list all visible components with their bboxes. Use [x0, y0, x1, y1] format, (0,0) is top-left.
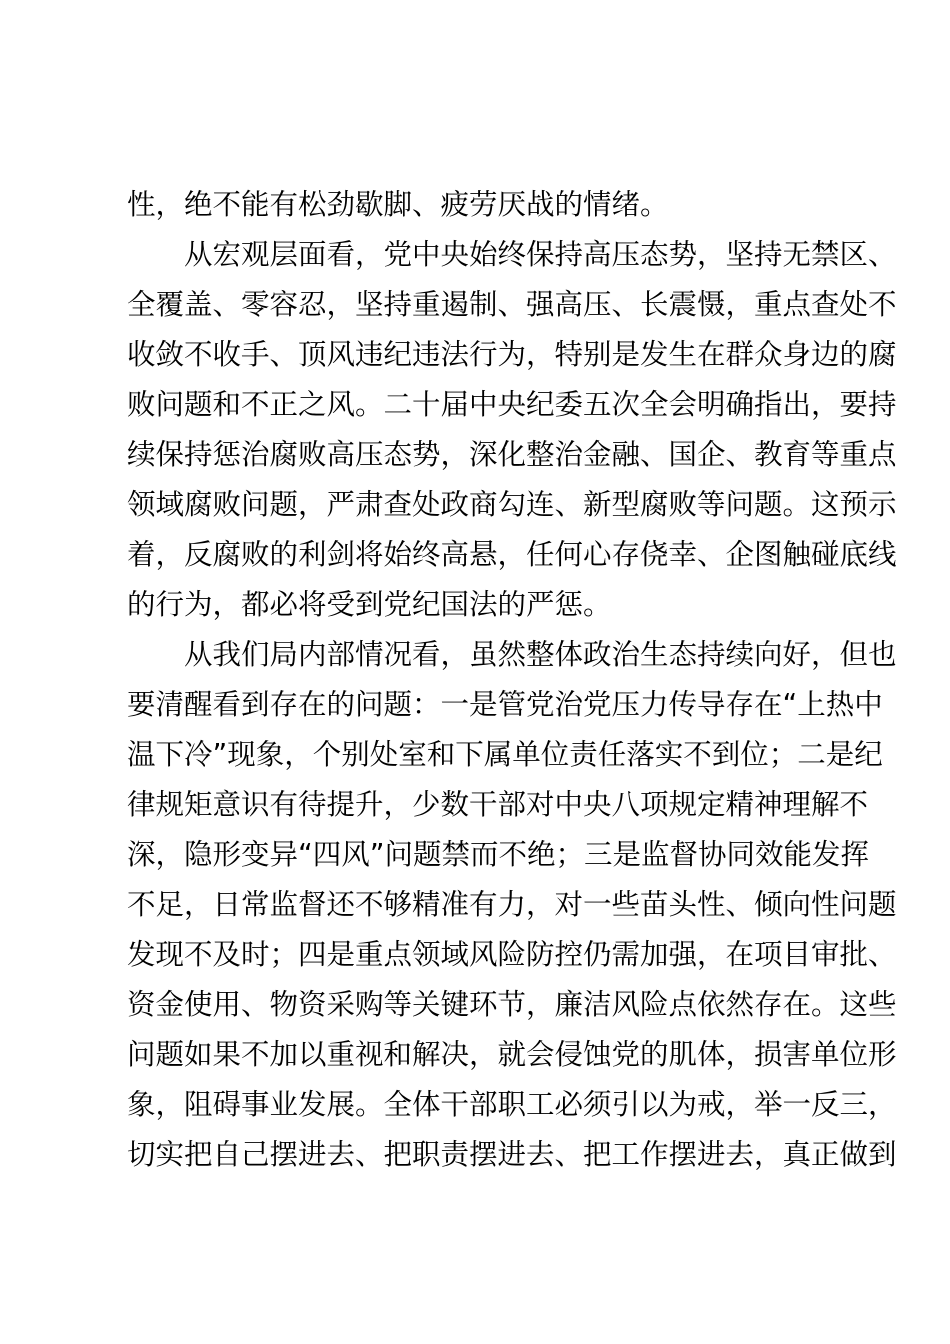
paragraph-first-line: 从我们局内部情况看，虽然整体政治生态持续向好，但也 — [184, 638, 897, 671]
text-line: 切实把自己摆进去、把职责摆进去、把工作摆进去，真正做到 — [127, 1138, 897, 1171]
text-line: 续保持惩治腐败高压态势，深化整治金融、国企、教育等重点 — [127, 438, 897, 471]
text-line: 的行为，都必将受到党纪国法的严惩。 — [127, 588, 612, 621]
text-line: 收敛不收手、顶风违纪违法行为，特别是发生在群众身边的腐 — [127, 338, 897, 371]
body-text — [127, 180, 897, 1180]
text-line: 律规矩意识有待提升，少数干部对中央八项规定精神理解不 — [127, 788, 869, 821]
text-line: 败问题和不正之风。二十届中央纪委五次全会明确指出，要持 — [127, 388, 897, 421]
text-line: 领域腐败问题，严肃查处政商勾连、新型腐败等问题。这预示 — [127, 488, 897, 521]
text-line: 发现不及时；四是重点领域风险防控仍需加强，在项目审批、 — [127, 938, 897, 971]
text-line: 要清醒看到存在的问题：一是管党治党压力传导存在“上热中 — [127, 688, 883, 721]
text-line: 温下冷”现象，个别处室和下属单位责任落实不到位；二是纪 — [127, 738, 883, 771]
text-line: 全覆盖、零容忍，坚持重遏制、强高压、长震慑，重点查处不 — [127, 288, 897, 321]
text-line: 深，隐形变异“四风”问题禁而不绝；三是监督协同效能发挥 — [127, 838, 870, 871]
text-line: 象，阻碍事业发展。全体干部职工必须引以为戒，举一反三， — [127, 1088, 897, 1121]
text-line: 不足，日常监督还不够精准有力，对一些苗头性、倾向性问题 — [127, 888, 897, 921]
text-line: 着，反腐败的利剑将始终高悬，任何心存侥幸、企图触碰底线 — [127, 538, 897, 571]
text-line: 问题如果不加以重视和解决，就会侵蚀党的肌体，损害单位形 — [127, 1038, 897, 1071]
text-line: 性，绝不能有松劲歇脚、疲劳厌战的情绪。 — [127, 188, 669, 221]
paragraph-first-line: 从宏观层面看，党中央始终保持高压态势，坚持无禁区、 — [184, 238, 897, 271]
text-line: 资金使用、物资采购等关键环节，廉洁风险点依然存在。这些 — [127, 988, 897, 1021]
